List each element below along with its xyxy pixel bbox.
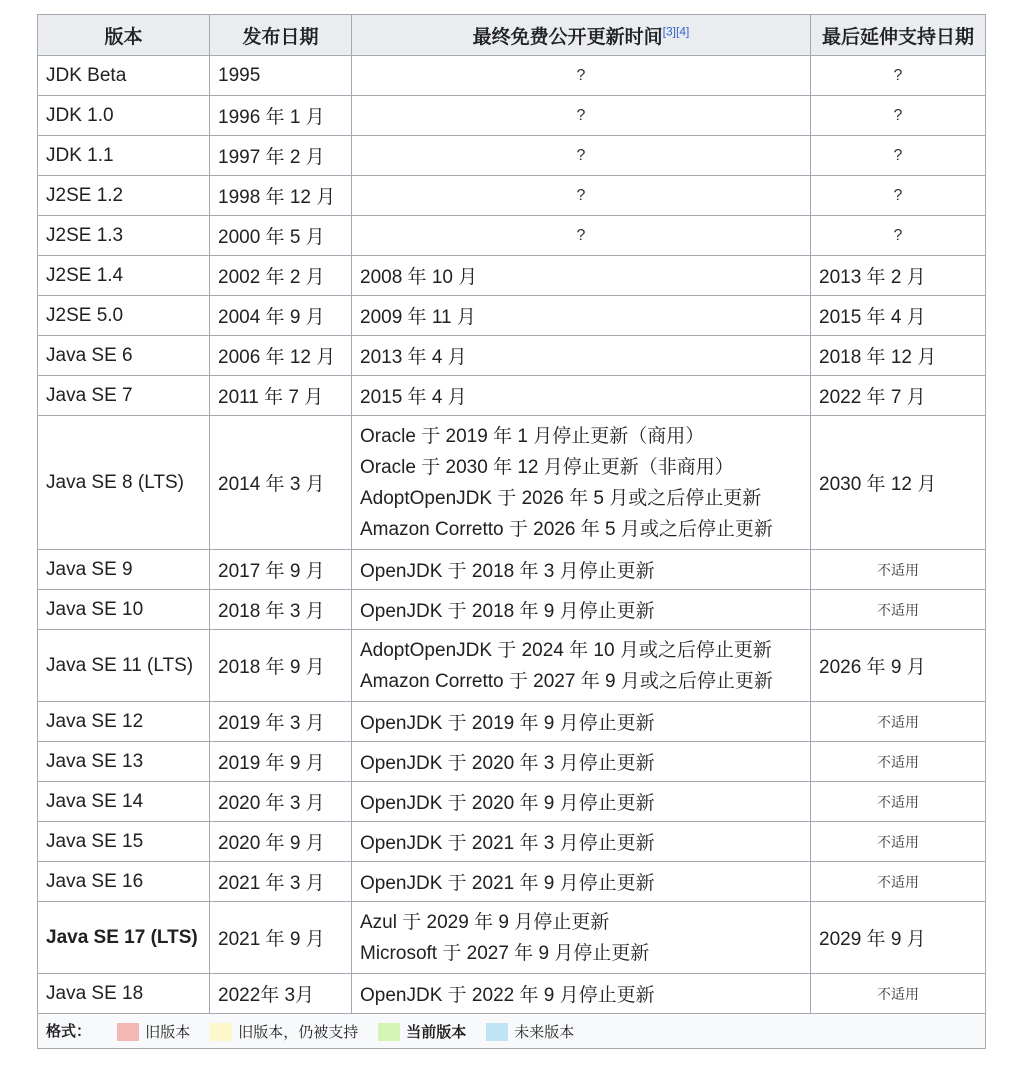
final-free-update-cell bbox=[352, 630, 811, 702]
extended-support-cell: ? bbox=[811, 216, 986, 256]
legend-swatch bbox=[117, 1023, 139, 1041]
version-cell: Java SE 11 (LTS) bbox=[38, 630, 210, 702]
extended-support-cell: 不适用 bbox=[811, 590, 986, 630]
extended-support-cell: 不适用 bbox=[811, 702, 986, 742]
final-free-update-cell bbox=[352, 416, 811, 550]
version-cell: JDK 1.0 bbox=[38, 96, 210, 136]
extended-support-cell: 不适用 bbox=[811, 782, 986, 822]
legend-label: 旧版本 bbox=[145, 1024, 191, 1042]
version-cell: JDK 1.1 bbox=[38, 136, 210, 176]
update-line: Microsoft 于 2027 年 9 月停止更新 bbox=[360, 942, 650, 964]
release-date-cell: 2022年 3月 bbox=[210, 974, 352, 1014]
java-version-table bbox=[37, 14, 986, 1049]
extended-support-cell: 不适用 bbox=[811, 822, 986, 862]
release-date-cell: 2020 年 9 月 bbox=[210, 822, 352, 862]
legend-swatch bbox=[378, 1023, 400, 1041]
update-line: AdoptOpenJDK 于 2024 年 10 月或之后停止更新 bbox=[360, 639, 772, 661]
final-free-update-cell: 2009 年 11 月 bbox=[352, 296, 811, 336]
table-row bbox=[38, 416, 986, 550]
table-row bbox=[38, 742, 986, 782]
table-row bbox=[38, 256, 986, 296]
legend-swatch bbox=[486, 1023, 508, 1041]
release-date-cell: 2006 年 12 月 bbox=[210, 336, 352, 376]
table-row bbox=[38, 216, 986, 256]
update-line: AdoptOpenJDK 于 2026 年 5 月或之后停止更新 bbox=[360, 487, 762, 509]
table-row bbox=[38, 56, 986, 96]
header-row bbox=[38, 15, 986, 56]
final-free-update-cell: 2015 年 4 月 bbox=[352, 376, 811, 416]
legend-item-current bbox=[378, 1021, 466, 1042]
table-row bbox=[38, 550, 986, 590]
version-cell: J2SE 5.0 bbox=[38, 296, 210, 336]
release-date-cell: 1995 bbox=[210, 56, 352, 96]
version-cell: Java SE 17 (LTS) bbox=[38, 902, 210, 974]
update-line: Azul 于 2029 年 9 月停止更新 bbox=[360, 911, 610, 933]
update-line: Oracle 于 2030 年 12 月停止更新（非商用） bbox=[360, 456, 734, 478]
extended-support-cell: 2013 年 2 月 bbox=[811, 256, 986, 296]
version-cell: Java SE 9 bbox=[38, 550, 210, 590]
table-row bbox=[38, 136, 986, 176]
version-cell: Java SE 16 bbox=[38, 862, 210, 902]
release-date-cell: 2021 年 9 月 bbox=[210, 902, 352, 974]
table-row bbox=[38, 590, 986, 630]
version-cell: JDK Beta bbox=[38, 56, 210, 96]
header-release-date: 发布日期 bbox=[210, 15, 352, 56]
extended-support-cell: ? bbox=[811, 136, 986, 176]
legend bbox=[38, 1014, 986, 1049]
release-date-cell: 2017 年 9 月 bbox=[210, 550, 352, 590]
version-cell: Java SE 15 bbox=[38, 822, 210, 862]
version-cell: Java SE 13 bbox=[38, 742, 210, 782]
table-row bbox=[38, 630, 986, 702]
final-free-update-cell: OpenJDK 于 2020 年 3 月停止更新 bbox=[352, 742, 811, 782]
table-row bbox=[38, 902, 986, 974]
version-cell: J2SE 1.4 bbox=[38, 256, 210, 296]
final-free-update-cell: OpenJDK 于 2021 年 9 月停止更新 bbox=[352, 862, 811, 902]
extended-support-cell: 2029 年 9 月 bbox=[811, 902, 986, 974]
final-free-update-cell: ? bbox=[352, 176, 811, 216]
release-date-cell: 1996 年 1 月 bbox=[210, 96, 352, 136]
extended-support-cell: 不适用 bbox=[811, 550, 986, 590]
release-date-cell: 2021 年 3 月 bbox=[210, 862, 352, 902]
table-row bbox=[38, 336, 986, 376]
header-final-free-update bbox=[352, 15, 811, 56]
table-row bbox=[38, 702, 986, 742]
version-cell: Java SE 18 bbox=[38, 974, 210, 1014]
update-line: Amazon Corretto 于 2027 年 9 月或之后停止更新 bbox=[360, 670, 773, 692]
extended-support-cell: 不适用 bbox=[811, 974, 986, 1014]
extended-support-cell: 2022 年 7 月 bbox=[811, 376, 986, 416]
header-final-free-update-label: 最终免费公开更新时间 bbox=[472, 26, 663, 48]
extended-support-cell: 不适用 bbox=[811, 862, 986, 902]
extended-support-cell: ? bbox=[811, 96, 986, 136]
update-line: Amazon Corretto 于 2026 年 5 月或之后停止更新 bbox=[360, 518, 773, 540]
release-date-cell: 2018 年 3 月 bbox=[210, 590, 352, 630]
final-free-update-cell: OpenJDK 于 2018 年 9 月停止更新 bbox=[352, 590, 811, 630]
table-row bbox=[38, 96, 986, 136]
table-row bbox=[38, 176, 986, 216]
table-row bbox=[38, 782, 986, 822]
extended-support-cell: 2018 年 12 月 bbox=[811, 336, 986, 376]
table-row bbox=[38, 296, 986, 336]
legend-label: 旧版本，仍被支持 bbox=[238, 1024, 359, 1042]
legend-title: 格式： bbox=[46, 1022, 92, 1040]
legend-item-supported bbox=[210, 1021, 358, 1042]
final-free-update-cell: ? bbox=[352, 56, 811, 96]
final-free-update-cell: 2008 年 10 月 bbox=[352, 256, 811, 296]
version-cell: J2SE 1.2 bbox=[38, 176, 210, 216]
header-extended-support: 最后延伸支持日期 bbox=[811, 15, 986, 56]
final-free-update-cell: OpenJDK 于 2019 年 9 月停止更新 bbox=[352, 702, 811, 742]
version-cell: Java SE 10 bbox=[38, 590, 210, 630]
extended-support-cell: ? bbox=[811, 176, 986, 216]
final-free-update-cell: ? bbox=[352, 216, 811, 256]
release-date-cell: 2018 年 9 月 bbox=[210, 630, 352, 702]
legend-item-old bbox=[117, 1021, 190, 1042]
release-date-cell: 2004 年 9 月 bbox=[210, 296, 352, 336]
extended-support-cell: 不适用 bbox=[811, 742, 986, 782]
release-date-cell: 2014 年 3 月 bbox=[210, 416, 352, 550]
version-cell: Java SE 8 (LTS) bbox=[38, 416, 210, 550]
extended-support-cell: 2030 年 12 月 bbox=[811, 416, 986, 550]
release-date-cell: 1997 年 2 月 bbox=[210, 136, 352, 176]
legend-row bbox=[38, 1014, 986, 1049]
reference-link[interactable]: [3][4] bbox=[662, 24, 690, 39]
extended-support-cell: 2026 年 9 月 bbox=[811, 630, 986, 702]
java-version-table-container bbox=[37, 14, 985, 1049]
release-date-cell: 2000 年 5 月 bbox=[210, 216, 352, 256]
table-row bbox=[38, 376, 986, 416]
release-date-cell: 2019 年 9 月 bbox=[210, 742, 352, 782]
version-cell: Java SE 14 bbox=[38, 782, 210, 822]
table-row bbox=[38, 822, 986, 862]
final-free-update-cell: 2013 年 4 月 bbox=[352, 336, 811, 376]
final-free-update-cell: OpenJDK 于 2021 年 3 月停止更新 bbox=[352, 822, 811, 862]
release-date-cell: 2002 年 2 月 bbox=[210, 256, 352, 296]
final-free-update-cell: ? bbox=[352, 136, 811, 176]
table-row bbox=[38, 862, 986, 902]
legend-swatch bbox=[210, 1023, 232, 1041]
legend-label: 当前版本 bbox=[406, 1024, 467, 1042]
update-line: Oracle 于 2019 年 1 月停止更新（商用） bbox=[360, 425, 705, 447]
release-date-cell: 2020 年 3 月 bbox=[210, 782, 352, 822]
final-free-update-cell: OpenJDK 于 2022 年 9 月停止更新 bbox=[352, 974, 811, 1014]
extended-support-cell: ? bbox=[811, 56, 986, 96]
version-cell: Java SE 7 bbox=[38, 376, 210, 416]
release-date-cell: 2019 年 3 月 bbox=[210, 702, 352, 742]
release-date-cell: 2011 年 7 月 bbox=[210, 376, 352, 416]
final-free-update-cell bbox=[352, 902, 811, 974]
final-free-update-cell: OpenJDK 于 2020 年 9 月停止更新 bbox=[352, 782, 811, 822]
extended-support-cell: 2015 年 4 月 bbox=[811, 296, 986, 336]
version-cell: Java SE 12 bbox=[38, 702, 210, 742]
legend-label: 未来版本 bbox=[514, 1024, 575, 1042]
version-cell: J2SE 1.3 bbox=[38, 216, 210, 256]
header-version: 版本 bbox=[38, 15, 210, 56]
version-cell: Java SE 6 bbox=[38, 336, 210, 376]
final-free-update-cell: OpenJDK 于 2018 年 3 月停止更新 bbox=[352, 550, 811, 590]
table-row bbox=[38, 974, 986, 1014]
final-free-update-cell: ? bbox=[352, 96, 811, 136]
legend-item-future bbox=[486, 1021, 574, 1042]
release-date-cell: 1998 年 12 月 bbox=[210, 176, 352, 216]
